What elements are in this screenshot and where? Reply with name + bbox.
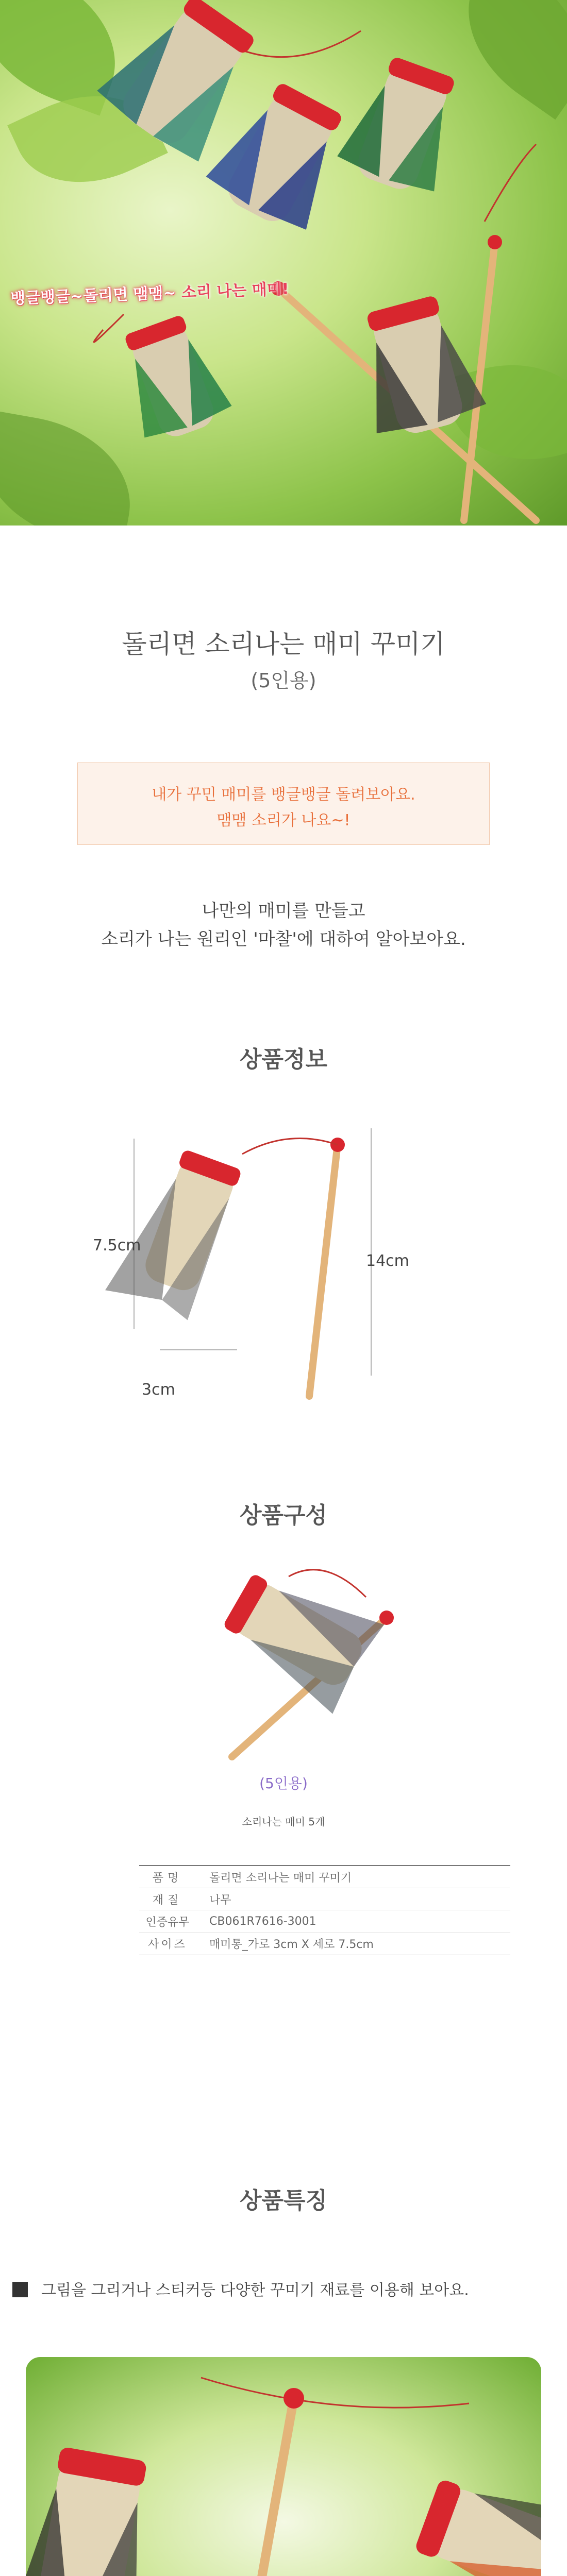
table-row-value: CB061R7616-3001 — [209, 1914, 316, 1928]
width-dimension-label: 3cm — [142, 1381, 175, 1399]
feature-photo-1-illustration — [26, 2357, 541, 2576]
table-row-value: 나무 — [209, 1893, 231, 1907]
height-dimension-label: 7.5cm — [93, 1236, 141, 1255]
table-row — [139, 1866, 510, 1888]
stick-length-label: 14cm — [366, 1252, 409, 1270]
table-row — [139, 1910, 510, 1933]
feature-note-text: 그림을 그리거나 스티커등 다양한 꾸미기 재료를 이용해 보아요. — [41, 2281, 469, 2299]
intro-box — [77, 762, 490, 845]
table-row — [139, 1888, 510, 1910]
table-row-label: 인증유무 — [145, 1916, 190, 1929]
page-subtitle: (5인용) — [251, 669, 316, 692]
intro-line-2: 맴맴 소리가 나요~! — [216, 811, 351, 829]
hero-banner — [0, 0, 567, 526]
composition-count: (5인용) — [259, 1775, 308, 1792]
product-info-heading: 상품정보 — [239, 1046, 327, 1073]
composition-item: 소리나는 매미 5개 — [242, 1816, 325, 1828]
page-title: 돌리면 소리나는 매미 꾸미기 — [122, 629, 445, 659]
intro-line-1: 내가 꾸민 매미를 뱅글뱅글 돌려보아요. — [152, 786, 415, 804]
feature-photo-1 — [26, 2357, 541, 2576]
composition-heading: 상품구성 — [239, 1502, 327, 1529]
hero-cicadas-illustration — [0, 0, 567, 526]
table-row-value: 매미통_가로 3cm X 세로 7.5cm — [209, 1938, 374, 1951]
table-row-label: 사이즈 — [148, 1938, 187, 1951]
features-heading: 상품특징 — [239, 2188, 327, 2214]
feature-note — [12, 2277, 559, 2300]
bullet-square-icon — [12, 2282, 28, 2297]
table-row-value: 돌리면 소리나는 매미 꾸미기 — [209, 1871, 352, 1885]
composition-illustration — [170, 1540, 438, 1767]
description-line-1: 나만의 매미를 만들고 — [202, 901, 365, 921]
product-info-illustration — [103, 1108, 464, 1417]
table-row-label: 품명 — [152, 1871, 183, 1885]
product-info-table — [139, 1865, 510, 1955]
table-row-label: 재질 — [152, 1893, 183, 1907]
hero-caption-white: 뱅글뱅글~돌리면 맴맴~ — [10, 284, 177, 308]
table-row — [139, 1933, 510, 1955]
hero-caption-red: 소리 나는 매미! — [181, 280, 290, 302]
description-line-2: 소리가 나는 원리인 '마찰'에 대하여 알아보아요. — [101, 929, 466, 950]
